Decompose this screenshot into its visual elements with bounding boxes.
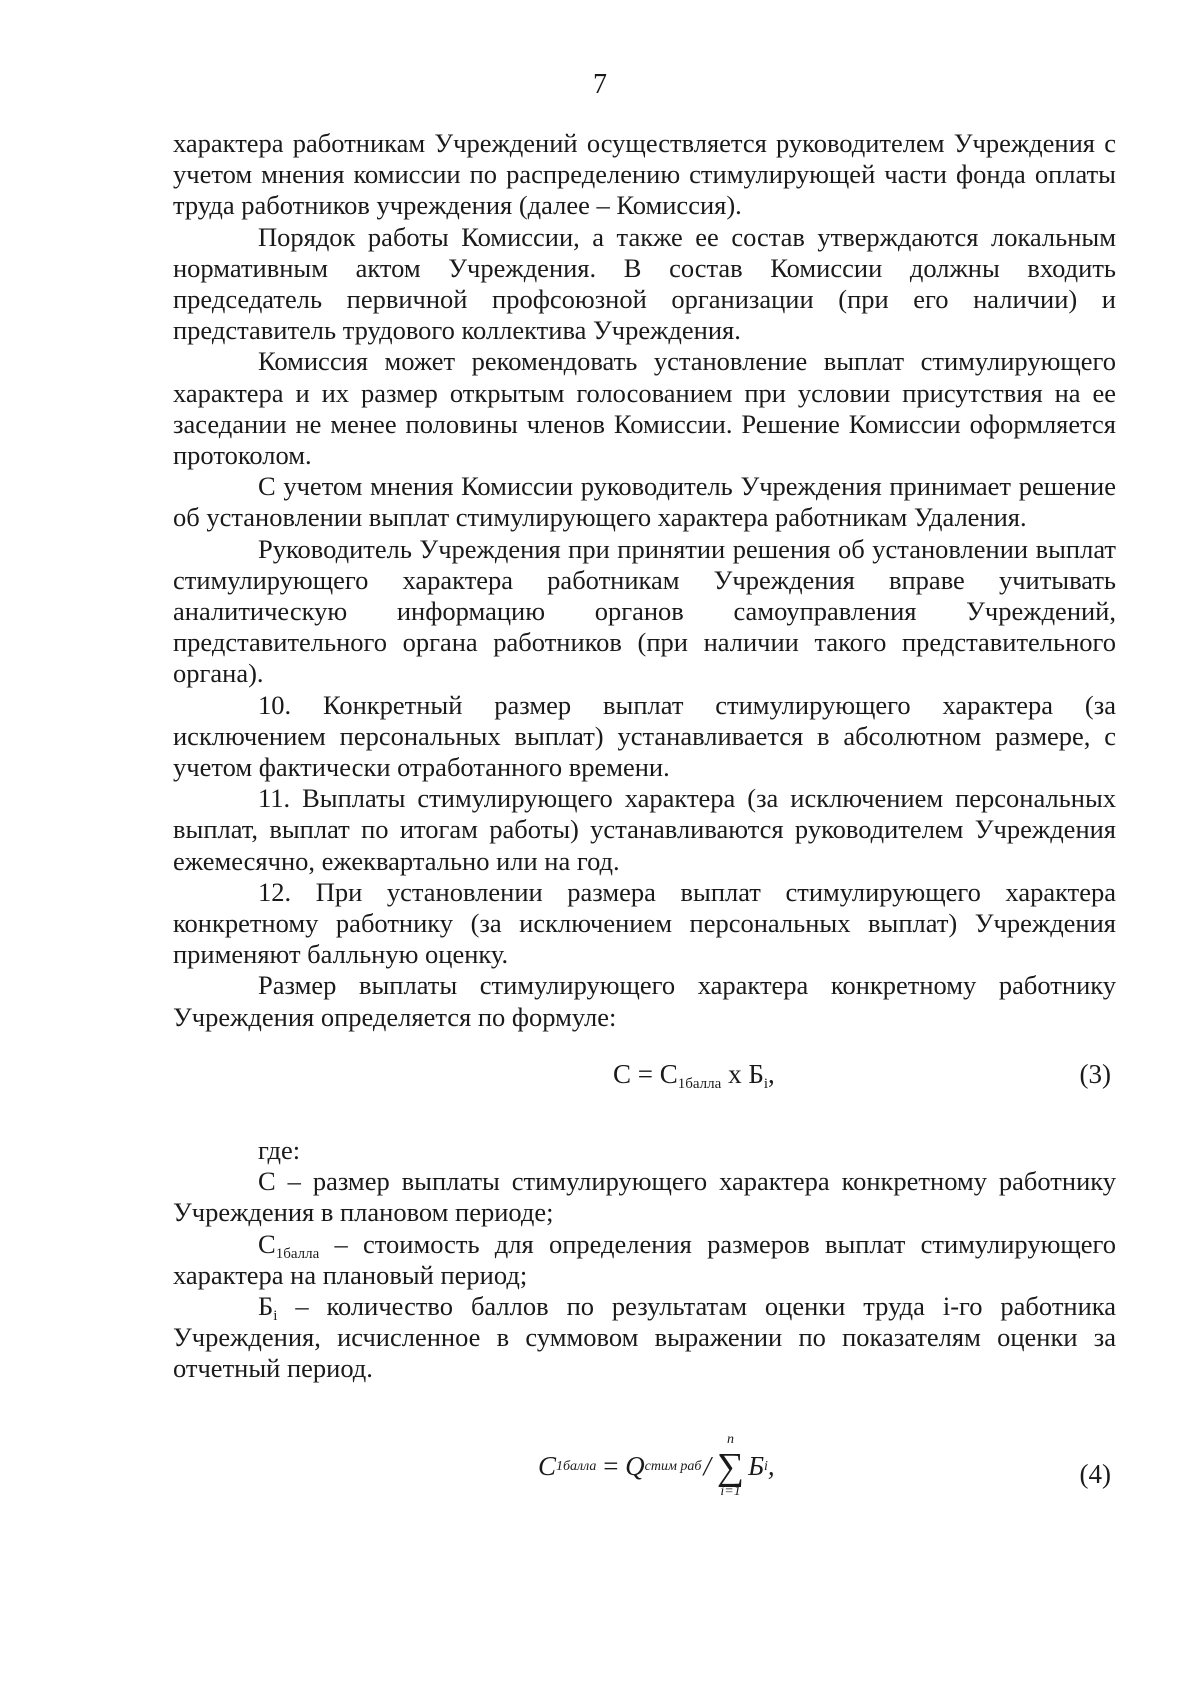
paragraph-formula-intro: Размер выплаты стимулирующего характера конкретному работнику Учреждения определяется по формуле: <box>173 970 1116 1032</box>
page-number: 7 <box>593 69 607 100</box>
paragraph-item-10: 10. Конкретный размер выплат стимулирующего характера (за исключением персональных выплат) устанавливается в абсолютном размере, с учетом фактически отработанного времени. <box>173 689 1116 783</box>
paragraph-3: Комиссия может рекомендовать установление выплат стимулирующего характера и их размер открытым голосованием при условии присутствия на ее заседании не менее половины членов Комиссии. Решение Комиссии оформляется протоколом. <box>173 346 1116 471</box>
formula-4-expression: C 1балла = Q стим раб / n ∑ i=1 Б i , <box>538 1431 775 1499</box>
paragraph-5: Руководитель Учреждения при принятии решения об установлении выплат стимулирующего характера работникам Учреждения вправе учитывать аналитическую информацию органов самоуправления Учреждений, представительного органа работников (при наличии такого представительного органа). <box>173 533 1116 689</box>
formula-3-number: (3) <box>1079 1058 1111 1089</box>
formula-3 <box>173 1057 1116 1097</box>
paragraph-item-11: 11. Выплаты стимулирующего характера (за исключением персональных выплат, выплат по итогам работы) устанавливаются руководителем Учреждения ежемесячно, ежеквартально или на год. <box>173 783 1116 876</box>
paragraph-4: С учетом мнения Комиссии руководитель Учреждения принимает решение об установлении выплат стимулирующего характера работникам Удаления. <box>173 471 1116 533</box>
formula-4 <box>173 1425 1116 1517</box>
paragraph-1: характера работникам Учреждений осуществляется руководителем Учреждения с учетом мнения комиссии по распределению стимулирующей части фонда оплаты труда работников учреждения (далее – Комиссия). <box>173 128 1116 221</box>
sum-operator: n ∑ i=1 <box>717 1431 745 1499</box>
where-label: где: <box>258 1134 301 1165</box>
definition-c: С – размер выплаты стимулирующего характера конкретному работнику Учреждения в плановом периоде; <box>173 1166 1116 1228</box>
paragraph-2: Порядок работы Комиссии, а также ее состав утверждаются локальным нормативным актом Учреждения. В состав Комиссии должны входить председатель первичной профсоюзной организации (при его наличии) и представитель трудового коллектива Учреждения. <box>173 221 1116 346</box>
formula-4-number: (4) <box>1079 1458 1111 1489</box>
formula-3-expression: $С = С_{1балла}$ х $Б_i$, <box>613 1058 775 1092</box>
definition-c-1ball: $С_{1балла}$ – стоимость для определения размеров выплат стимулирующего характера на плановый период; <box>173 1228 1116 1290</box>
paragraph-item-12: 12. При установлении размера выплат стимулирующего характера конкретному работнику (за исключением персональных выплат) Учреждения применяют балльную оценку. <box>173 876 1116 970</box>
definition-b-i: $Б_i$ – количество баллов по результатам оценки труда i-го работника Учреждения, исчисленное в суммовом выражении по показателям оценки за отчетный период. <box>173 1290 1116 1384</box>
page-body <box>173 128 1116 1517</box>
